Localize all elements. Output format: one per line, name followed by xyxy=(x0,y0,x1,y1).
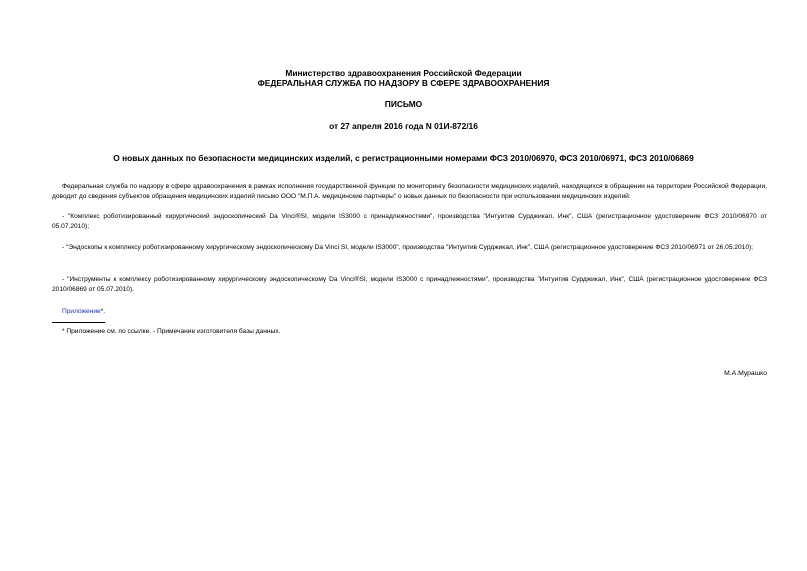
item-paragraph-2: - "Эндоскопы к комплексу роботизированному хирургическому эндоскопическому Da Vinci SI, модели IS3000", производства "Интуитив Сурджикал, Инк", США (регистрационное удостоверение ФСЗ 2010/06971 от 26.05.2010); xyxy=(62,244,754,251)
document-title xyxy=(0,153,807,163)
footnote-separator xyxy=(52,322,105,323)
footnote: * Приложение см. по ссылке. - Примечание изготовителя базы данных. xyxy=(62,328,281,335)
item-paragraph-3: - "Инструменты к комплексу роботизированному хирургическому эндоскопическому Da Vinci®SI, модели IS3000 с принадлежностями", производства "Интуитив Сурджикал, Инк", США (регистрационное удостоверение ФСЗ 2010/06869 от 05.07.2010). xyxy=(52,276,767,293)
item-paragraph-1: - "Комплекс роботизированный хирургический эндоскопический Da Vinci®SI, модели IS3000 с принадлежностями", производства "Интуитив Сурджикал, Инк", США (регистрационное удостоверение ФСЗ 2010/06970 от 05.07.2010); xyxy=(52,213,767,230)
document-date-number xyxy=(0,121,807,131)
document-date-number-label: от 27 апреля 2016 года N 01И-872/16 xyxy=(329,121,478,131)
signature: М.А.Мурашко xyxy=(724,370,767,377)
service-name: ФЕДЕРАЛЬНАЯ СЛУЖБА ПО НАДЗОРУ В СФЕРЕ ЗДРАВООХРАНЕНИЯ xyxy=(257,78,550,88)
document-title-label: О новых данных по безопасности медицинских изделий, с регистрационными номерами ФСЗ 2010/06970, ФСЗ 2010/06971, ФСЗ 2010/06869 xyxy=(113,153,694,163)
appendix-link[interactable]: Приложение xyxy=(62,308,101,315)
appendix-suffix: *. xyxy=(100,308,106,315)
document-type xyxy=(0,99,807,109)
document-header xyxy=(0,68,807,88)
document-type-label: ПИСЬМО xyxy=(384,99,423,109)
appendix-line xyxy=(52,307,767,317)
ministry-name: Министерство здравоохранения Российской Федерации xyxy=(285,68,522,78)
intro-paragraph: Федеральная служба по надзору в сфере здравоохранения в рамках исполнения государственной функции по мониторингу безопасности медицинских изделий, находящихся в обращении на территории Российской Федерации, доводит до сведения субъектов обращения медицинских изделий письмо ООО "М.П.А. медицинские партнеры" о новых данных по безопасности при использовании медицинских изделий: xyxy=(52,183,767,200)
